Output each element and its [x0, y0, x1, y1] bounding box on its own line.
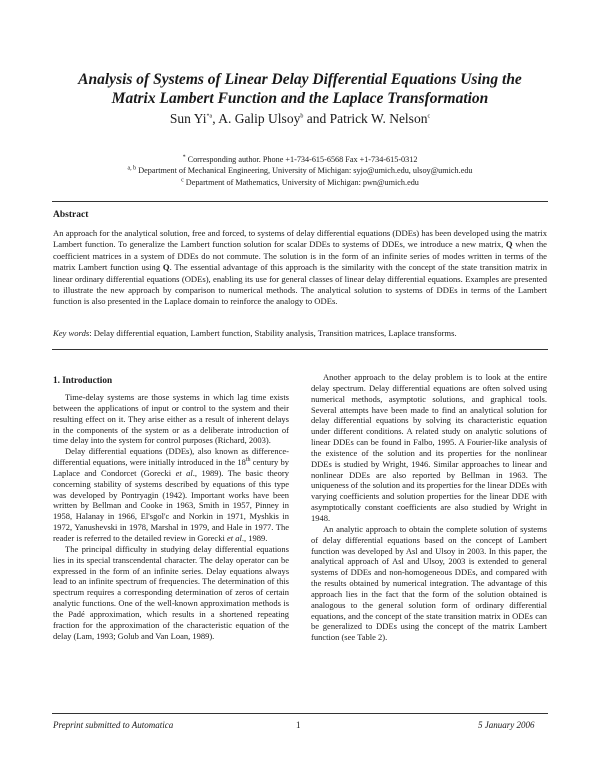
paragraph: Another approach to the delay problem is to look at the entire delay spectrum. Delay differential equations are often solved using numerical methods, asymptotic solutions, and graphical tools. Several attempts have been made to find an analytical solution for delay differential equations by solving its characteristic equation under different conditions. A related study on analytic solutions of linear DDEs can be found in Falbo, 1995. A Fourier-like analysis of the existence of the solution and its properties for the nonlinear DDEs is studied by Wright, 1946. Similar approaches to linear and nonlinear DDEs are also reported by Bellman in 1963. The uniqueness of the solution and its properties for the linear DDEs with varying coefficients and solution properties for the linear DDE with asymptotically constant coefficients are also studied by Wright in 1948. — [311, 372, 547, 523]
abstract-body — [53, 228, 547, 308]
left-column — [53, 392, 289, 641]
top-divider — [52, 201, 548, 202]
footer-page-number: 1 — [296, 720, 301, 730]
abstract-text: . The essential advantage of this approach is the similarity with the concept of the state transition matrix in linear ordinary differential equations (ODEs), enabling its use for general classes of linear delay differential equations. Examples are presented to illustrate the new approach by comparison to numerical methods. The analytical solution to systems of DDEs in terms of the Lambert function is also presented in the Laplace domain to reinforce the analogy to ODEs. — [53, 262, 548, 307]
abstract-text: An approach for the analytical solution, free and forced, to systems of delay differential equations (DDEs) has been developed using the matrix Lambert function. To generalize the Lambert function solution for scalar DDEs to systems of DDEs, we introduce a new matrix, — [53, 228, 547, 250]
paragraph: Time-delay systems are those systems in which lag time exists between the applications of input or control to the system and their resulting effect on it. They arise either as a result of inherent delays in the components of the system or as a deliberate introduction of time delay into the system for control purposes (Richard, 2003). — [53, 392, 289, 446]
footer-journal: Preprint submitted to Automatica — [53, 720, 174, 730]
affiliation-mechanical — [30, 165, 570, 176]
matrix-q: Q — [162, 262, 170, 273]
affil-text: Department of Mathematics, University of Michigan: pwn@umich.edu — [183, 177, 419, 187]
author-1: Sun Yi — [169, 111, 207, 126]
abstract-divider — [52, 349, 548, 350]
text: ., 1989. — [241, 532, 268, 543]
paragraph: The principal difficulty in studying delay differential equations lies in its special transcendental character. The delay operator can be expressed in the form of an infinite series. Delay equations always lead to an infinite spectrum of frequencies. The determination of this spectrum requires a corresponding determination of zeros of certain analytic functions. One of the well-known approximation methods is the Padé approximation, which results in a shortened repeating fraction for the approximation of the characteristic equation of the delay (Lam, 1993; Golub and Van Loan, 1989). — [53, 543, 289, 641]
text: ., 1989). The basic theory concerning stability of systems described by equations of this type was developed by Pontryagin (1942). Important works have been written by Bellman and Cooke in 1963, Smith in 1957, Pinney in 1958, Halanay in 1966, El'sgol'c and Norkin in 1971, Myshkis in 1972, Yanushevski in 1978, Marshal in 1979, and Hale in 1977. The reader is referred to the detailed review in Gorecki — [53, 467, 290, 543]
affiliation-corresponding — [30, 154, 570, 165]
matrix-q: Q — [505, 239, 513, 250]
affil-text: Department of Mechanical Engineering, University of Michigan: syjo@umich.edu, ulsoy@umich.edu — [136, 166, 473, 176]
et-al: et al — [175, 467, 193, 478]
title-line-2: Matrix Lambert Function and the Laplace Transformation — [111, 90, 489, 107]
et-al: et al — [226, 532, 242, 543]
author-2-affil-mark: b — [300, 113, 304, 120]
footer-date: 5 January 2006 — [478, 720, 535, 730]
author-2: , A. Galip Ulsoy — [212, 111, 301, 126]
affil-mark: a, b — [127, 165, 137, 172]
affil-text: Corresponding author. Phone +1-734-615-6568 Fax +1-734-615-0312 — [185, 155, 418, 164]
author-list — [40, 110, 560, 127]
keywords — [53, 328, 547, 339]
text: century by Laplace and Condorcet (Gorecki — [53, 457, 289, 478]
affiliation-mathematics — [30, 177, 570, 188]
paragraph — [53, 446, 289, 544]
keywords-label: Key words — [53, 328, 90, 338]
right-column — [311, 372, 547, 643]
keywords-list: : Delay differential equation, Lambert function, Stability analysis, Transition matrices, Laplace transforms. — [89, 328, 457, 338]
footer-divider — [52, 713, 548, 714]
affil-mark: c — [181, 177, 184, 184]
affil-mark: * — [182, 154, 186, 161]
affiliations — [30, 154, 570, 188]
paper-title — [40, 70, 560, 108]
author-3: and Patrick W. Nelson — [303, 111, 428, 126]
paragraph: An analytic approach to obtain the complete solution of systems of delay differential equations based on the concept of Lambert function was developed by Asl and Ulsoy in 2003. In this paper, the analytical approach of Asl and Ulsoy, 2003 is extended to general systems of DDEs and non-homogeneous DDEs, and compared with the results obtained by numerical integration. The advantage of this approach lies in the fact that the form of the solution obtained is analogous to the general solution form of ordinary differential equations, and the concept of the state transition matrix in ODEs can be generalized to DDEs using the concept of the matrix Lambert function (see Table 2). — [311, 523, 547, 643]
abstract-heading: Abstract — [53, 210, 89, 220]
section-heading-introduction: 1. Introduction — [53, 375, 113, 385]
author-3-affil-mark: c — [427, 113, 431, 120]
title-line-1: Analysis of Systems of Linear Delay Differential Equations Using the — [78, 71, 522, 88]
superscript: th — [245, 457, 251, 464]
author-1-affil-mark: *a — [206, 113, 213, 120]
text: Delay differential equations (DDEs), also known as difference-differential equations, were initially introduced in the 18 — [53, 446, 289, 468]
abstract-text: when the coefficient matrices in a system of DDEs do not commute. The solution is in the form of an infinite series of modes written in terms of the matrix Lambert function using — [53, 239, 547, 273]
